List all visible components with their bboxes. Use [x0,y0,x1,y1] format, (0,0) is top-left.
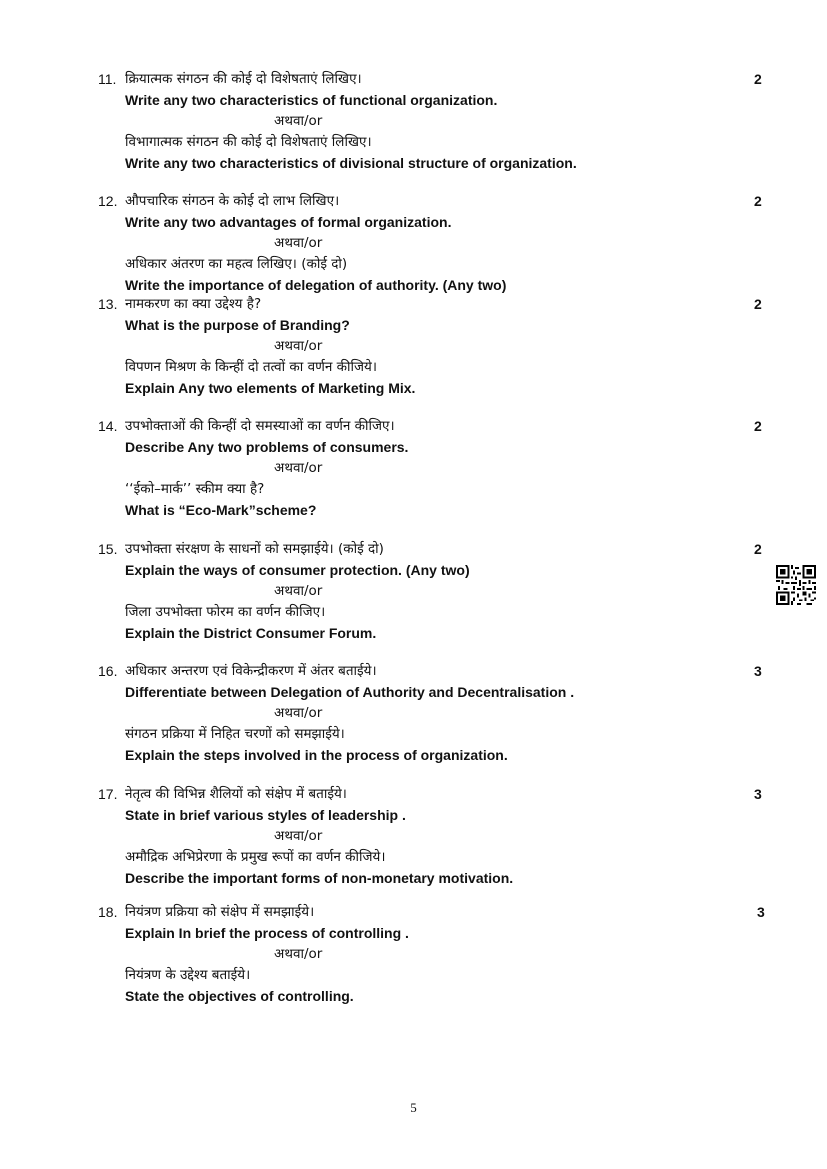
question-number: 13. [98,296,118,312]
question-hindi: औपचारिक संगठन के कोई दो लाभ लिखिए। [125,193,340,209]
or-separator: अथवा/or [274,113,323,129]
alternate-hindi: विपणन मिश्रण के किन्हीं दो तत्वों का वर्णन कीजिये। [125,359,377,375]
alternate-hindi: जिला उपभोक्ता फोरम का वर्णन कीजिए। [125,604,326,620]
question-16 [98,661,798,766]
alternate-hindi: ‘‘ईको–मार्क’’ स्कीम क्या है? [125,481,265,497]
question-english: Explain In brief the process of controlling . [125,925,409,941]
question-english: Write any two advantages of formal organization. [125,214,452,230]
question-marks: 2 [754,541,762,557]
alternate-english: What is “Eco-Mark”scheme? [125,502,317,518]
alternate-hindi: विभागात्मक संगठन की कोई दो विशेषताएं लिखिए। [125,134,372,150]
question-number: 18. [98,904,118,920]
question-number: 17. [98,786,118,802]
question-english: Write any two characteristics of functional organization. [125,92,498,108]
or-separator: अथवा/or [274,946,323,962]
question-number: 16. [98,663,118,679]
question-number: 12. [98,193,118,209]
question-13 [98,294,798,399]
question-15 [98,539,798,644]
question-hindi: क्रियात्मक संगठन की कोई दो विशेषताएं लिखिए। [125,71,362,87]
alternate-english: Explain the District Consumer Forum. [125,625,377,641]
or-separator: अथवा/or [274,828,323,844]
question-14 [98,416,798,521]
page-number: 5 [410,1100,417,1115]
question-marks: 3 [754,663,762,679]
alternate-english: Write any two characteristics of divisional structure of organization. [125,155,577,171]
question-11 [98,69,798,174]
question-marks: 3 [757,904,765,920]
question-hindi: उपभोक्ता संरक्षण के साधनों को समझाईये। (कोई दो) [125,541,384,557]
question-17 [98,784,798,889]
question-hindi: नेतृत्व की विभिन्न शैलियों को संक्षेप में बताईये। [125,786,347,802]
question-number: 15. [98,541,118,557]
or-separator: अथवा/or [274,583,323,599]
alternate-english: Explain Any two elements of Marketing Mix. [125,380,416,396]
or-separator: अथवा/or [274,460,323,476]
question-marks: 2 [754,296,762,312]
or-separator: अथवा/or [274,338,323,354]
alternate-hindi: संगठन प्रक्रिया में निहित चरणों को समझाईये। [125,726,345,742]
question-hindi: उपभोक्ताओं की किन्हीं दो समस्याओं का वर्णन कीजिए। [125,418,395,434]
alternate-hindi: नियंत्रण के उद्देश्य बताईये। [125,967,251,983]
or-separator: अथवा/or [274,235,323,251]
question-hindi: नियंत्रण प्रक्रिया को संक्षेप में समझाईये। [125,904,315,920]
question-english: State in brief various styles of leadership . [125,807,406,823]
question-number: 14. [98,418,118,434]
question-english: Describe Any two problems of consumers. [125,439,409,455]
question-english: Explain the ways of consumer protection. (Any two) [125,562,470,578]
alternate-english: Explain the steps involved in the process of organization. [125,747,508,763]
question-marks: 2 [754,193,762,209]
question-number: 11. [98,71,117,87]
alternate-english: Describe the important forms of non-monetary motivation. [125,870,514,886]
qr-code-icon [776,565,816,605]
question-hindi: नामकरण का क्या उद्देश्य है? [125,296,262,312]
alternate-hindi: अधिकार अंतरण का महत्व लिखिए। (कोई दो) [125,256,348,272]
question-marks: 2 [754,71,762,87]
question-12 [98,191,798,296]
alternate-hindi: अमौद्रिक अभिप्रेरणा के प्रमुख रूपों का वर्णन कीजिये। [125,849,386,865]
question-18 [98,902,798,1007]
question-marks: 3 [754,786,762,802]
or-separator: अथवा/or [274,705,323,721]
alternate-english: Write the importance of delegation of authority. (Any two) [125,277,507,293]
alternate-english: State the objectives of controlling. [125,988,354,1004]
question-english: Differentiate between Delegation of Authority and Decentralisation . [125,684,575,700]
question-hindi: अधिकार अन्तरण एवं विकेन्द्रीकरण में अंतर बताईये। [125,663,377,679]
question-english: What is the purpose of Branding? [125,317,350,333]
question-marks: 2 [754,418,762,434]
